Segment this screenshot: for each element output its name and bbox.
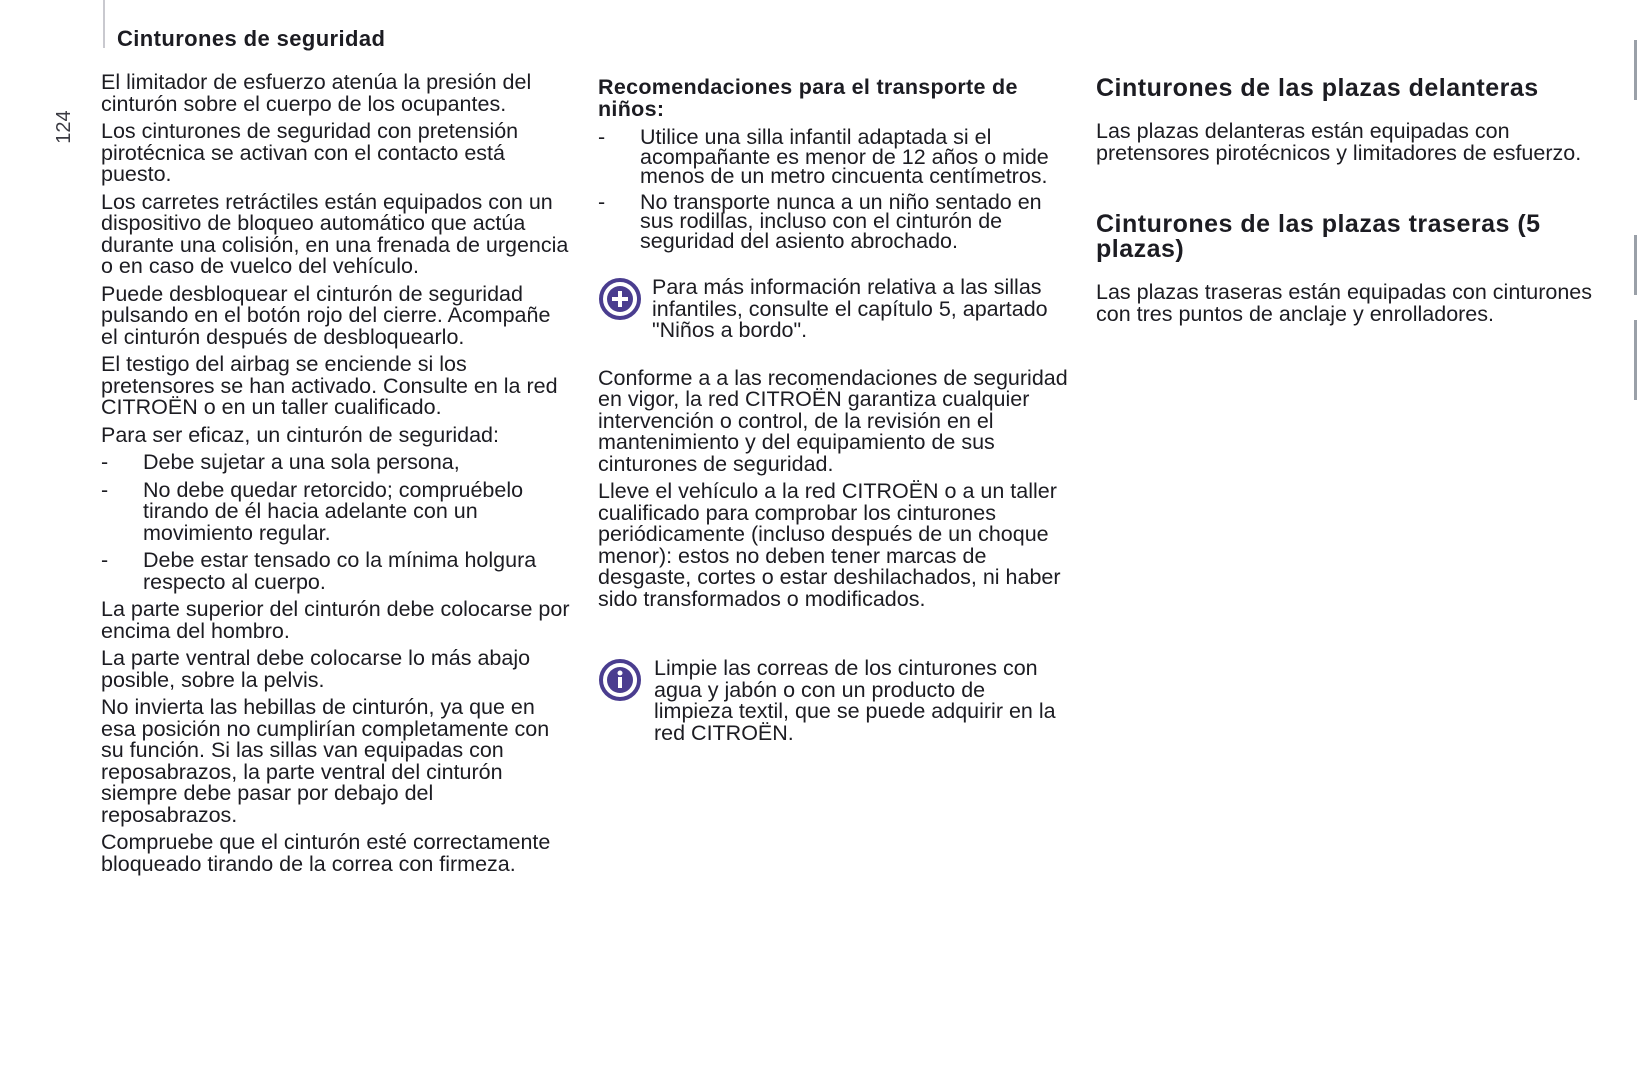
list-item: - No debe quedar retorcido; compruébelo tirando de él hacia adelante con un movimiento regular. bbox=[101, 477, 524, 545]
paragraph: El testigo del airbag se enciende si los pretensores se han activado. Consulte en la red CITROËN o en un taller cualificado. bbox=[101, 352, 558, 419]
children-recommendations-list bbox=[598, 125, 1068, 253]
rear-seats-heading: Cinturones de las plazas traseras (5 plazas) bbox=[1096, 210, 1541, 263]
list-item: - Debe sujetar a una sola persona, bbox=[101, 450, 460, 474]
edge-mark bbox=[1634, 235, 1637, 295]
paragraph: Compruebe que el cinturón esté correctamente bloqueado tirando de la correa con firmeza. bbox=[101, 830, 551, 876]
column-2 bbox=[598, 72, 1068, 770]
paragraph: La parte ventral debe colocarse lo más abajo posible, sobre la pelvis. bbox=[101, 646, 531, 692]
plus-circle-icon bbox=[598, 277, 642, 321]
section-title: Cinturones de seguridad bbox=[117, 26, 386, 51]
paragraph: Los carretes retráctiles están equipados con un dispositivo de bloqueo automático que actúa durante una colisión, en una frenada de urgencia o en caso de vuelco del vehículo. bbox=[101, 189, 569, 278]
info-circle-icon bbox=[598, 658, 642, 702]
paragraph: La parte superior del cinturón debe colocarse por encima del hombro. bbox=[101, 597, 570, 643]
paragraph: Para ser eficaz, un cinturón de seguridad: bbox=[101, 422, 499, 447]
paragraph: Las plazas traseras están equipadas con cinturones con tres puntos de anclaje y enrolladores. bbox=[1096, 280, 1593, 326]
front-seats-heading: Cinturones de las plazas delanteras bbox=[1096, 74, 1539, 102]
children-heading: Recomendaciones para el transporte de niños: bbox=[598, 75, 1018, 121]
list-item: - Utilice una silla infantil adaptada si el acompañante es menor de 12 años o mide menos de un metro cincuenta centímetros. bbox=[598, 125, 1049, 188]
paragraph: Los cinturones de seguridad con pretensión pirotécnica se activan con el contacto está puesto. bbox=[101, 119, 519, 186]
edge-mark bbox=[1634, 40, 1637, 100]
paragraph: Lleve el vehículo a la red CITROËN o a un taller cualificado para comprobar los cinturones periódicamente (incluso después de un choque menor): estos no deben tener marcas de desgaste, cortes o estar deshilachados, ni haber sido transformados o modificados. bbox=[598, 479, 1061, 611]
column-1 bbox=[101, 72, 571, 881]
paragraph: El limitador de esfuerzo atenúa la presión del cinturón sobre el cuerpo de los ocupantes. bbox=[101, 70, 532, 116]
list-item: - Debe estar tensado co la mínima holgura respecto al cuerpo. bbox=[101, 548, 537, 594]
page-number: 124 bbox=[52, 110, 75, 144]
paragraph: No invierta las hebillas de cinturón, ya que en esa posición no cumplirían completamente con su función. Si las sillas van equipadas con reposabrazos, la parte ventral del cinturón siempre debe pasar por debajo del reposabrazos. bbox=[101, 695, 550, 827]
belt-requirements-list bbox=[101, 452, 571, 593]
list-item: - No transporte nunca a un niño sentado en sus rodillas, incluso con el cinturón de seguridad del asiento abrochado. bbox=[598, 189, 1042, 253]
column-3 bbox=[1096, 72, 1596, 331]
plus-note bbox=[598, 277, 1068, 342]
paragraph: Puede desbloquear el cinturón de seguridad pulsando en el botón rojo del cierre. Acompañe el cinturón después de desbloquearlo. bbox=[101, 281, 551, 349]
note-text: Para más información relativa a las sillas infantiles, consulte el capítulo 5, apartado "Niños a bordo". bbox=[652, 275, 1048, 342]
header-divider bbox=[103, 0, 105, 48]
note-text: Limpie las correas de los cinturones con agua y jabón o con un producto de limpieza textil, que se puede adquirir en la red CITROËN. bbox=[654, 656, 1056, 745]
edge-mark bbox=[1634, 320, 1637, 400]
paragraph: Conforme a a las recomendaciones de seguridad en vigor, la red CITROËN garantiza cualquier intervención o control, de la revisión en el mantenimiento y del equipamiento de sus cinturones de seguridad. bbox=[598, 365, 1068, 476]
info-note bbox=[598, 658, 1068, 744]
paragraph: Las plazas delanteras están equipadas con pretensores pirotécnicos y limitadores de esfuerzo. bbox=[1096, 119, 1582, 165]
